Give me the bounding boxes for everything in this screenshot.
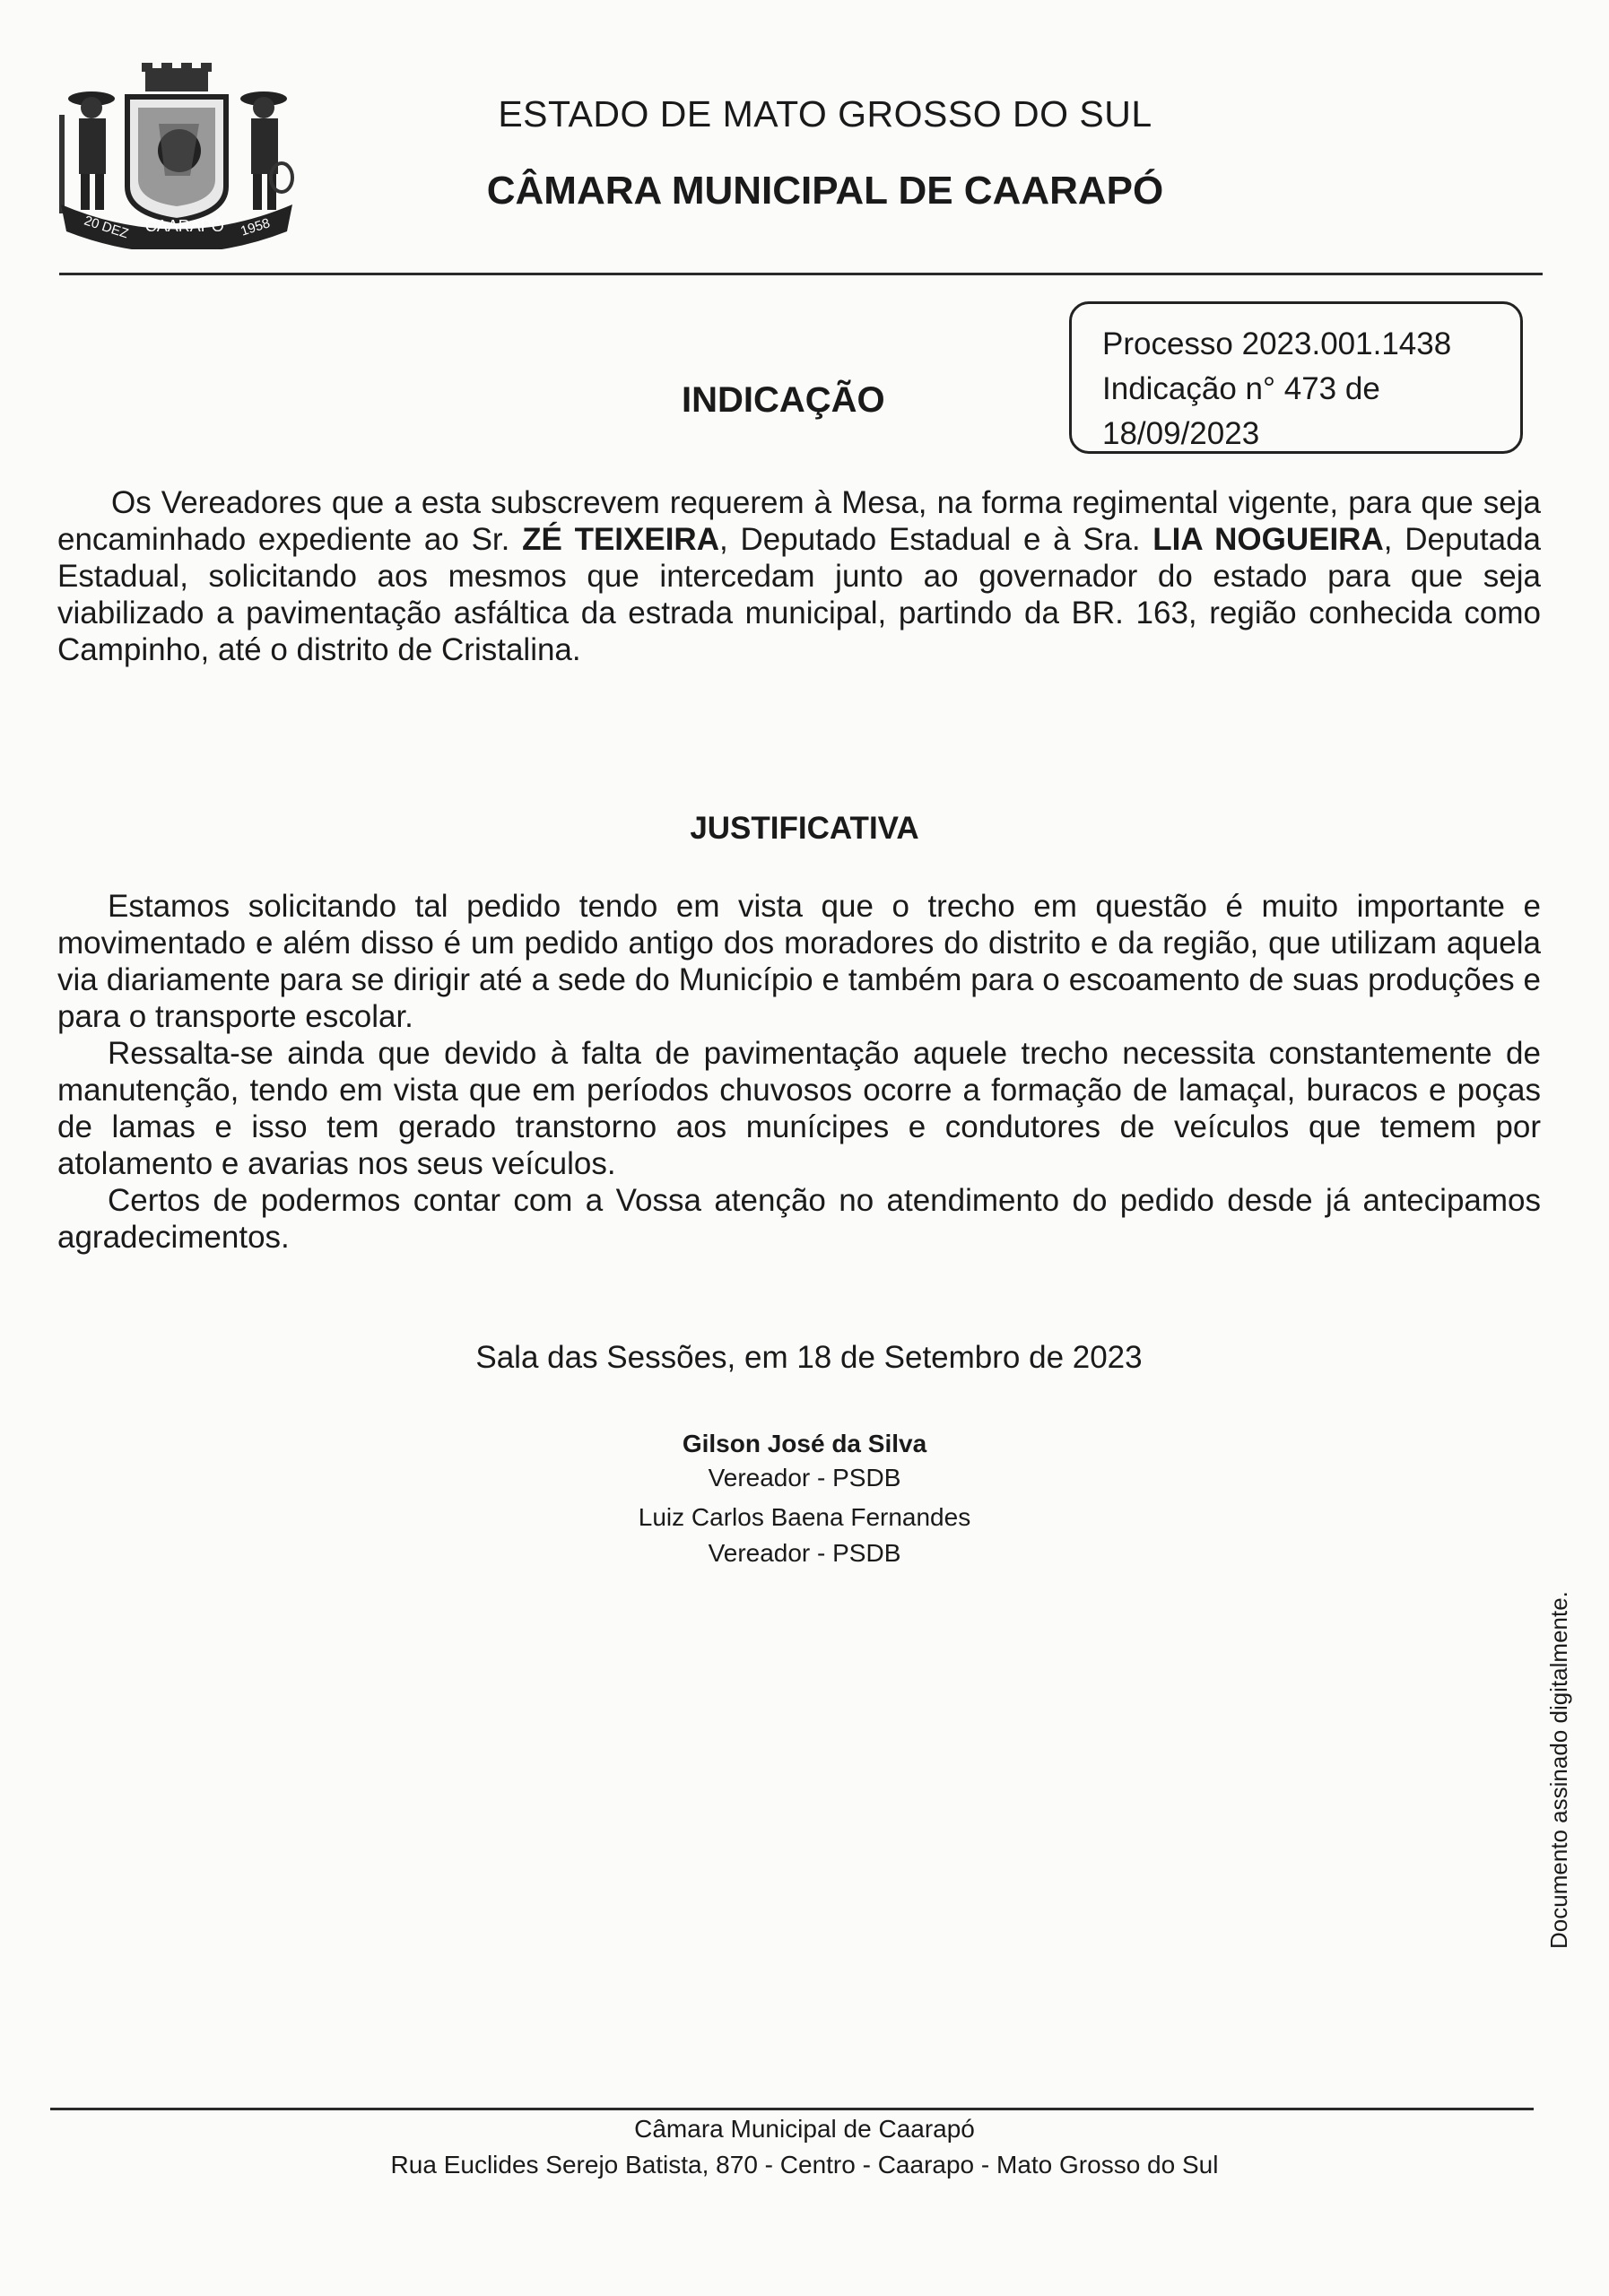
crest-banner-text: [56, 213, 298, 242]
intro-text-3: , Deputada Estadual, solicitando aos mesmos que intercedam junto ao governador do estado para que seja viabilizado a pavimentação asfáltica da estrada municipal, partindo da BR. 163, região conhecida como Campinho, até o distrito de Cristalina.: [57, 522, 1542, 667]
footer-address: Rua Euclides Serejo Batista, 870 - Centro - Caarapo - Mato Grosso do Sul: [390, 2151, 1219, 2179]
municipal-crest-logo: [56, 61, 298, 249]
document-title: INDICAÇÃO: [682, 380, 885, 420]
justification-title: JUSTIFICATIVA: [690, 811, 919, 846]
justification-text-2: Ressalta-se ainda que devido à falta de pavimentação aquele trecho necessita constantemente de manutenção, tendo em vista que em períodos chuvosos ocorre a formação de lamaçal, buracos e poças de lamas e isso tem gerado transtorno aos munícipes e condutores de veículos que temem por atolamento e avarias nos seus veículos.: [57, 1036, 1541, 1181]
signatory-role-1: Vereador - PSDB: [708, 1464, 901, 1492]
justification-paragraph-3: [57, 1182, 1541, 1256]
justification-body: [57, 888, 1541, 1256]
digital-signature-note: Documento assinado digitalmente.: [1545, 1591, 1572, 1949]
stamp-line-2: Indicação n° 473 de: [1102, 371, 1380, 406]
justification-text-1: Estamos solicitando tal pedido tendo em vista que o trecho em questão é muito importante e movimentado e além disso é um pedido antigo dos moradores do distrito e da região, que utilizam aquela via diariamente para se dirigir até a sede do Município e também para o escoamento de suas produções e para o transporte escolar.: [57, 889, 1541, 1034]
signatory-role-2: Vereador - PSDB: [708, 1539, 901, 1567]
process-stamp: [1069, 301, 1523, 454]
intro-name-1: ZÉ TEIXEIRA: [522, 522, 719, 557]
justification-paragraph-2: [57, 1035, 1541, 1182]
header-divider: [59, 273, 1543, 275]
crest-name: CAARAPÓ: [144, 217, 224, 235]
signatory-name-1: Gilson José da Silva: [682, 1430, 927, 1457]
closing-date: Sala das Sessões, em 18 de Setembro de 2023: [475, 1340, 1143, 1375]
header-state: ESTADO DE MATO GROSSO DO SUL: [498, 93, 1152, 135]
justification-paragraph-1: [57, 888, 1541, 1035]
intro-name-2: LIA NOGUEIRA: [1152, 522, 1384, 557]
crest-year-left: 20 DEZ: [82, 213, 130, 242]
crest-year-right: 1958: [239, 215, 273, 239]
intro-paragraph: [57, 484, 1541, 668]
header-chamber: CÂMARA MUNICIPAL DE CAARAPÓ: [486, 169, 1164, 213]
intro-text-1: Os Vereadores que a esta subscrevem requerem à Mesa, na forma regimental vigente, para que seja encaminhado expediente ao Sr.: [57, 485, 1541, 557]
signatory-name-2: Luiz Carlos Baena Fernandes: [638, 1503, 971, 1531]
intro-text-2: , Deputado Estadual e à Sra.: [719, 522, 1153, 557]
justification-text-3: Certos de podermos contar com a Vossa atenção no atendimento do pedido desde já antecipamos agradecimentos.: [57, 1183, 1541, 1255]
stamp-line-3: 18/09/2023: [1102, 416, 1260, 451]
stamp-line-1: Processo 2023.001.1438: [1102, 326, 1452, 361]
footer-line-1: Câmara Municipal de Caarapó: [634, 2115, 975, 2143]
